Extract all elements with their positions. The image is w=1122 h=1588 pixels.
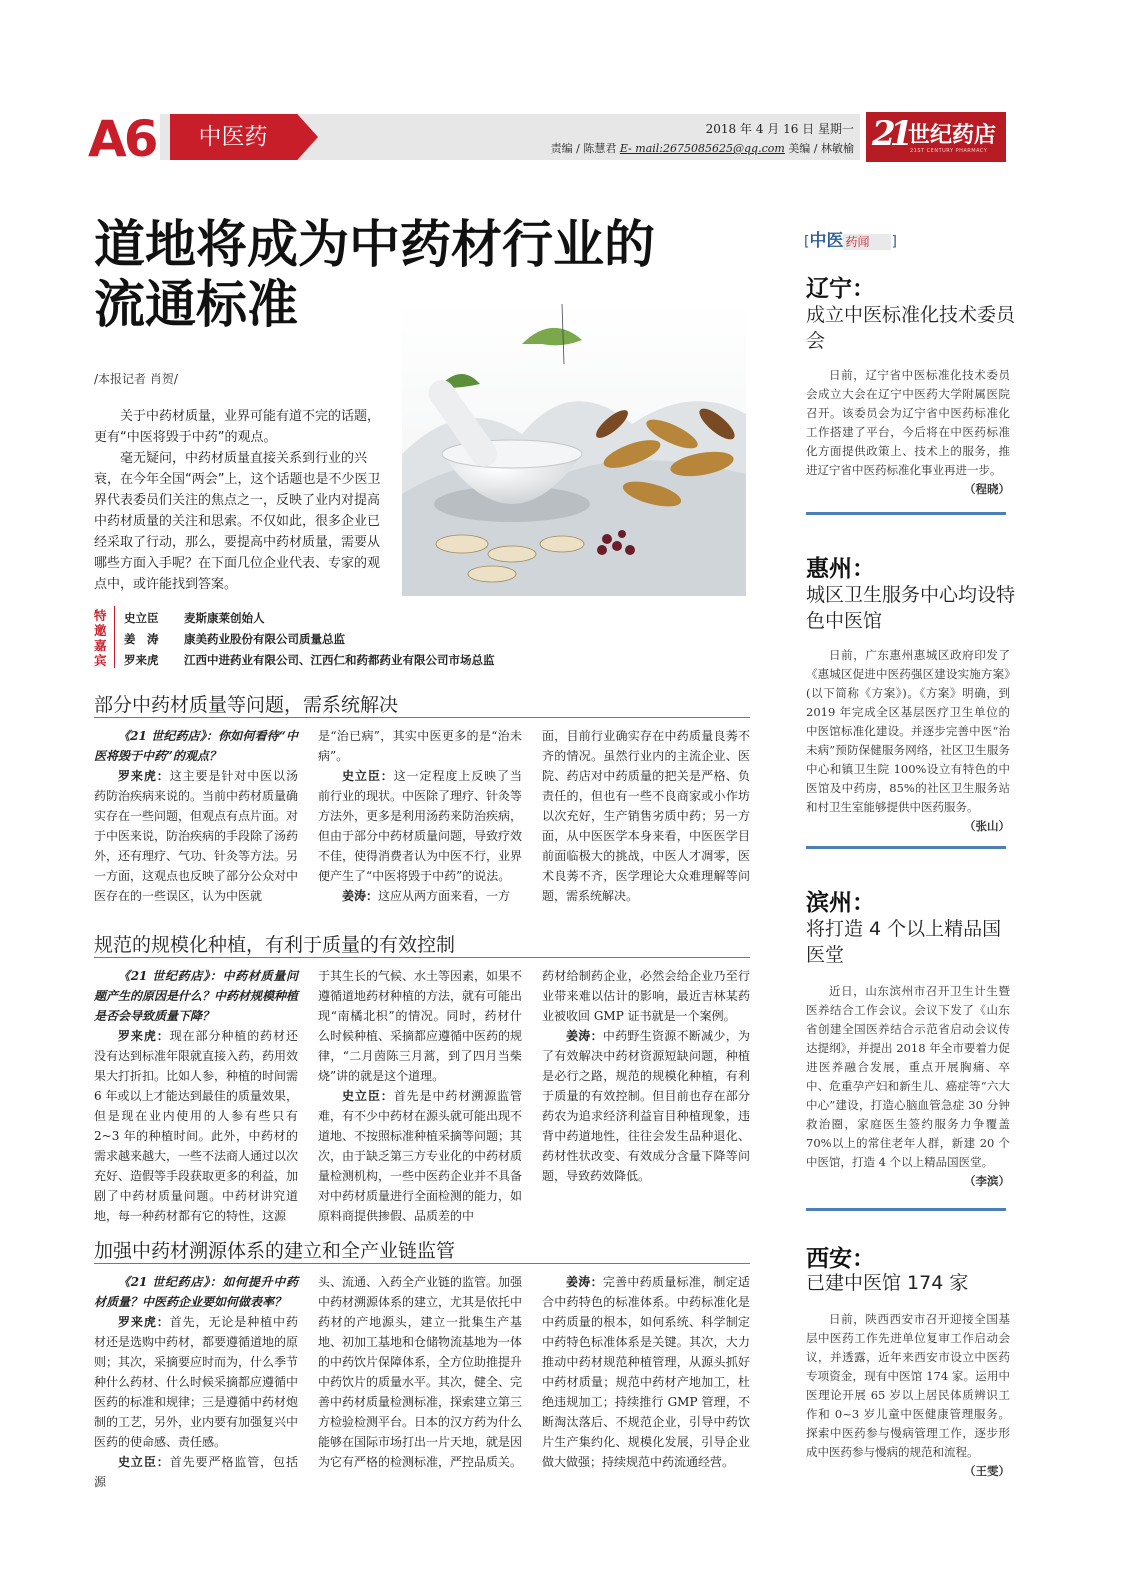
editor-credit — [520, 140, 854, 156]
answer-text: 首先要严格监管，包括源 — [94, 1455, 298, 1489]
speaker: 罗来虎： — [118, 769, 170, 783]
news-divider — [806, 1208, 1006, 1211]
title-line-1: 道地将成为中药材行业的 — [94, 216, 656, 275]
intro-paragraph: 毫无疑问，中药材质量直接关系到行业的兴衰，在今年全国“两会”上，这个话题也是不少医卫界代表委员们关注的焦点之一，反映了业内对提高中药材质量的关注和思索。不仅如此，很多企业已经采取了行动，那么，要提高中药材质量，需要从哪些方面入手呢？在下面几位企业代表、专家的观点中，或许能找到答案。 — [94, 451, 381, 592]
article-intro — [94, 406, 392, 595]
intro-paragraph: 关于中药材质量，业界可能有道不完的话题，更有“中医将毁于中药”的观点。 — [94, 409, 381, 445]
answer-paragraph — [94, 766, 298, 906]
answer-text: 首先是中药材溯源监管难，有不少中药材在源头就可能出现不道地、不按照标准种植采摘等问题；其次，由于缺乏第三方专业化的中药材质量检测机构，一些中医药企业并不具备对中药材质量进行全面检测的能力，如原料商提供掺假、品质差的中 — [318, 1089, 523, 1223]
answer-text: 完善中药质量标准，制定适合中药特色的标准体系。中药标准化是中药质量的根本，如何系统、科学制定中药特色标准体系是关键。其次，大力推动中药材规范种植管理，从源头抓好中药材质量；规范中药材产地加工，杜绝违规加工；持续推行 GMP 管理，不断淘汰落后、不规范企业，引导中药饮片生产集约化、规模化发展，引导企业做大做强；持续规范中药流通经营。 — [542, 1275, 750, 1469]
speaker: 史立臣： — [342, 1089, 394, 1103]
text-column — [542, 726, 750, 906]
logo-text: 世纪药店 — [908, 122, 997, 148]
answer-paragraph — [318, 1086, 522, 1226]
logo-subtitle: 21ST CENTURY PHARMACY — [910, 148, 988, 154]
bracket-left-icon: [ — [804, 234, 810, 250]
news-city: 辽宁： — [806, 276, 875, 302]
speaker: 姜涛： — [566, 1275, 603, 1289]
answer-text: 这主要是针对中医以汤药防治疾病来说的。当前中药材质量确实存在一些问题，但观点有点片面。对于中医来说，防治疾病的手段除了汤药外，还有理疗、气功、针灸等方法。另一方面，这观点也反映了部分公众对中医存在的一些误区，认为中医就 — [94, 769, 299, 903]
answer-text: 首先，无论是种植中药材还是选购中药材，都要遵循道地的原则；其次，采摘要应时而为，什么季节种什么药材、什么时候采摘都应遵循中医药的标准和规律；三是遵循中药材炮制的工艺，另外，业内要有加强复兴中医药的使命感、责任感。 — [94, 1315, 299, 1449]
text-column — [94, 966, 298, 1226]
news-title: 将打造 4 个以上精品国医堂 — [806, 918, 1002, 966]
guest-title: 江西中进药业有限公司、江西仁和药都药业有限公司市场总监 — [184, 653, 495, 667]
credit-editor: 责编 / 陈慧君 — [550, 142, 617, 155]
section-rule — [94, 717, 750, 718]
guest-row — [124, 631, 345, 647]
news-source: （李滨） — [964, 1174, 1010, 1188]
news-city: 滨州： — [806, 890, 875, 916]
speaker: 罗来虎： — [118, 1315, 170, 1329]
guest-row — [124, 610, 265, 626]
answer-paragraph: 头、流通、入药全产业链的监管。加强中药材溯源体系的建立，尤其是依托中药材的产地源头，建立一批集生产基地、初加工基地和仓储物流基地为一体的中药饮片保障体系，全方位助推提升中药饮片的质量水平。其次，健全、完善中药材质量检测标准，探索建立第三方检验检测平台。日本的汉方药为什么能够在国际市场打出一片天地，就是因为它有严格的检测标准，严控品质关。 — [318, 1275, 523, 1469]
section-heading: 加强中药材溯源体系的建立和全产业链监管 — [94, 1240, 456, 1262]
answer-paragraph: 面，目前行业确实存在中药质量良莠不齐的情况。虽然行业内的主流企业、医院、药店对中药质量的把关是严格、负责任的，但也有一些不良商家或小作坊以次充好，生产销售劣质中药；另一方面，从中医医学本身来看，中医医学目前面临极大的挑战，中医人才凋零，医术良莠不齐，医学理论大众难理解等问题，需系统解决。 — [542, 729, 750, 903]
guest-title: 康美药业股份有限公司质量总监 — [184, 632, 346, 646]
issue-date: 2018 年 4 月 16 日 星期一 — [705, 122, 854, 136]
news-text: 日前，广东惠州惠城区政府印发了《惠城区促进中医药强区建设实施方案》(以下简称《方案》)。《方案》明确，到 2019 年完成全区基层医疗卫生单位的中医馆标准化建设。并逐步完善中医“治未病”预防保健服务网络，社区卫生服务中心和镇卫生院 100%设立有特色的中医馆及中药房，85%的社区卫生服务站和村卫生室能够提供中医药服务。 — [806, 648, 1010, 814]
guest-title: 麦斯康莱创始人 — [184, 611, 265, 625]
credit-email[interactable]: E- mail:2675085625@qq.com — [619, 142, 785, 155]
guest-name: 史立臣 — [124, 611, 159, 625]
news-source: （王雯） — [964, 1464, 1010, 1478]
text-column — [542, 966, 750, 1186]
question: 《21 世纪药店》：你如何看待“中医将毁于中药”的观点？ — [94, 729, 298, 763]
bracket-right-icon: ] — [891, 234, 897, 250]
answer-paragraph — [318, 886, 522, 906]
answer-paragraph — [94, 1452, 298, 1492]
text-column — [542, 1272, 750, 1472]
news-title: 城区卫生服务中心均设特色中医馆 — [806, 584, 1016, 632]
answer-paragraph: 是“治已病”，其实中医更多的是“治未病”。 — [318, 729, 522, 763]
speaker: 罗来虎： — [118, 1029, 170, 1043]
news-source: （张山） — [964, 819, 1010, 833]
news-body — [806, 646, 1010, 836]
guest-name: 姜 涛 — [124, 632, 159, 646]
news-title: 已建中医馆 174 家 — [806, 1272, 969, 1294]
answer-paragraph: 药材给制药企业，必然会给企业乃至行业带来难以估计的影响，最近吉林某药业被收回 GMP 证书就是一个案例。 — [542, 969, 750, 1023]
answer-text: 这一定程度上反映了当前行业的现状。中医除了理疗、针灸等方法外，更多是利用汤药来防治疾病，但由于部分中药材质量问题，导致疗效不佳，使得消费者认为中医不行，业界便产生了“中医将毁于中药”的说法。 — [318, 769, 523, 883]
question: 《21 世纪药店》：如何提升中药材质量？中医药企业要如何做表率？ — [94, 1275, 298, 1309]
speaker: 史立臣： — [342, 769, 394, 783]
answer-paragraph — [94, 1312, 298, 1452]
news-city: 惠州： — [806, 556, 875, 582]
guest-divider — [114, 606, 115, 668]
news-divider — [806, 512, 1006, 515]
credit-designer: 美编 / 林敏榆 — [788, 142, 854, 155]
answer-paragraph: 于其生长的气候、水土等因素，如果不遵循道地药材种植的方法，就有可能出现“南橘北枳”的情况。同时，药材什么时候种植、采摘都应遵循中医药的规律，“二月茵陈三月蒿，到了四月当柴烧”讲的就是这个道理。 — [318, 969, 523, 1083]
section-name: 中医药 — [198, 124, 268, 150]
news-divider — [806, 846, 1006, 849]
logo-number: 21 — [872, 114, 908, 154]
answer-paragraph — [542, 1272, 750, 1472]
answer-paragraph — [542, 1026, 750, 1186]
speaker: 史立臣： — [118, 1455, 170, 1469]
text-column — [318, 966, 522, 1226]
publication-logo — [866, 112, 1006, 162]
title-line-2: 流通标准 — [94, 276, 299, 335]
guest-row — [124, 652, 495, 668]
question: 《21 世纪药店》：中药材质量问题产生的原因是什么？中药材规模种植是否会导致质量下降？ — [94, 969, 299, 1023]
news-text: 日前，辽宁省中医标准化技术委员会成立大会在辽宁中医药大学附属医院召开。该委员会为辽宁省中医药标准化工作搭建了平台，今后将在中医药标准化方面提供政策上、技术上的服务，推进辽宁省中医药标准化事业再进一步。 — [806, 368, 1010, 477]
text-column — [94, 726, 298, 906]
section-rule — [94, 957, 750, 958]
guest-label: 特邀嘉宾 — [94, 608, 107, 668]
answer-paragraph — [94, 1026, 298, 1226]
news-text: 近日，山东滨州市召开卫生计生暨医养结合工作会议。会议下发了《山东省创建全国医养结合示范省启动会议传达提纲》，并提出 2018 年全市要着力促进医养融合发展，重点开展胸痛、卒中、危重孕产妇和新生儿、癌症等“六大中心”建设，打造心脑血管急症 30 分钟救治圈，家庭医生签约服务力争覆盖 70%以上的常住老年人群，新建 20 个中医馆，打造 4 个以上精品国医堂。 — [806, 984, 1010, 1169]
news-title: 成立中医标准化技术委员会 — [806, 304, 1016, 352]
news-header-main: 中医 — [809, 231, 844, 251]
news-body — [806, 1310, 1010, 1481]
answer-paragraph — [318, 766, 522, 886]
herbal-medicine-photo — [402, 304, 746, 596]
news-column-header — [804, 226, 897, 251]
text-column — [94, 1272, 298, 1492]
news-header-sub: 药闻 — [843, 234, 891, 250]
byline: /本报记者 肖贺/ — [94, 372, 178, 386]
news-text: 日前，陕西西安市召开迎接全国基层中医药工作先进单位复审工作启动会议，并透露，近年来西安市设立中医药专项资金，现有中医馆 174 家。运用中医理论开展 65 岁以上居民体质辨识工作和 0~3 岁儿童中医健康管理服务。探索中医药参与慢病管理工作，逐步形成中医药参与慢病的规范和流程。 — [806, 1312, 1010, 1459]
text-column — [318, 726, 522, 906]
answer-text: 中药野生资源不断减少，为了有效解决中药材资源短缺问题，种植是必行之路，规范的规模化种植，有利于质量的有效控制。但目前也存在部分药农为追求经济利益盲目种植现象，违背中药道地性，往往会发生品种退化、药材性状改变、有效成分含量下降等问题，导致药效降低。 — [542, 1029, 750, 1183]
section-heading: 部分中药材质量等问题，需系统解决 — [94, 694, 399, 716]
news-body — [806, 982, 1010, 1191]
speaker: 姜涛： — [342, 889, 379, 903]
page-number: A6 — [88, 110, 156, 168]
answer-text: 现在部分种植的药材还没有达到标准年限就直接入药，药用效果大打折扣。比如人参，种植的时间需 6 年或以上才能达到最佳的质量效果，但是现在业内使用的人参有些只有 2~3 年的种植时间。此外，中药材的需求越来越大，一些不法商人通过以次充好、造假等手段获取更多的利益，加剧了中药材质量问题。中药材讲究道地，每一种药材都有它的特性，这源 — [94, 1029, 299, 1223]
news-body — [806, 366, 1010, 499]
section-heading: 规范的规模化种植，有利于质量的有效控制 — [94, 934, 456, 956]
section-rule — [94, 1263, 750, 1264]
guest-name: 罗来虎 — [124, 653, 159, 667]
speaker: 姜涛： — [566, 1029, 603, 1043]
answer-text: 这应从两方面来看，一方 — [378, 889, 511, 903]
news-city: 西安： — [806, 1246, 875, 1272]
text-column — [318, 1272, 522, 1472]
news-source: （程晓） — [964, 482, 1010, 496]
